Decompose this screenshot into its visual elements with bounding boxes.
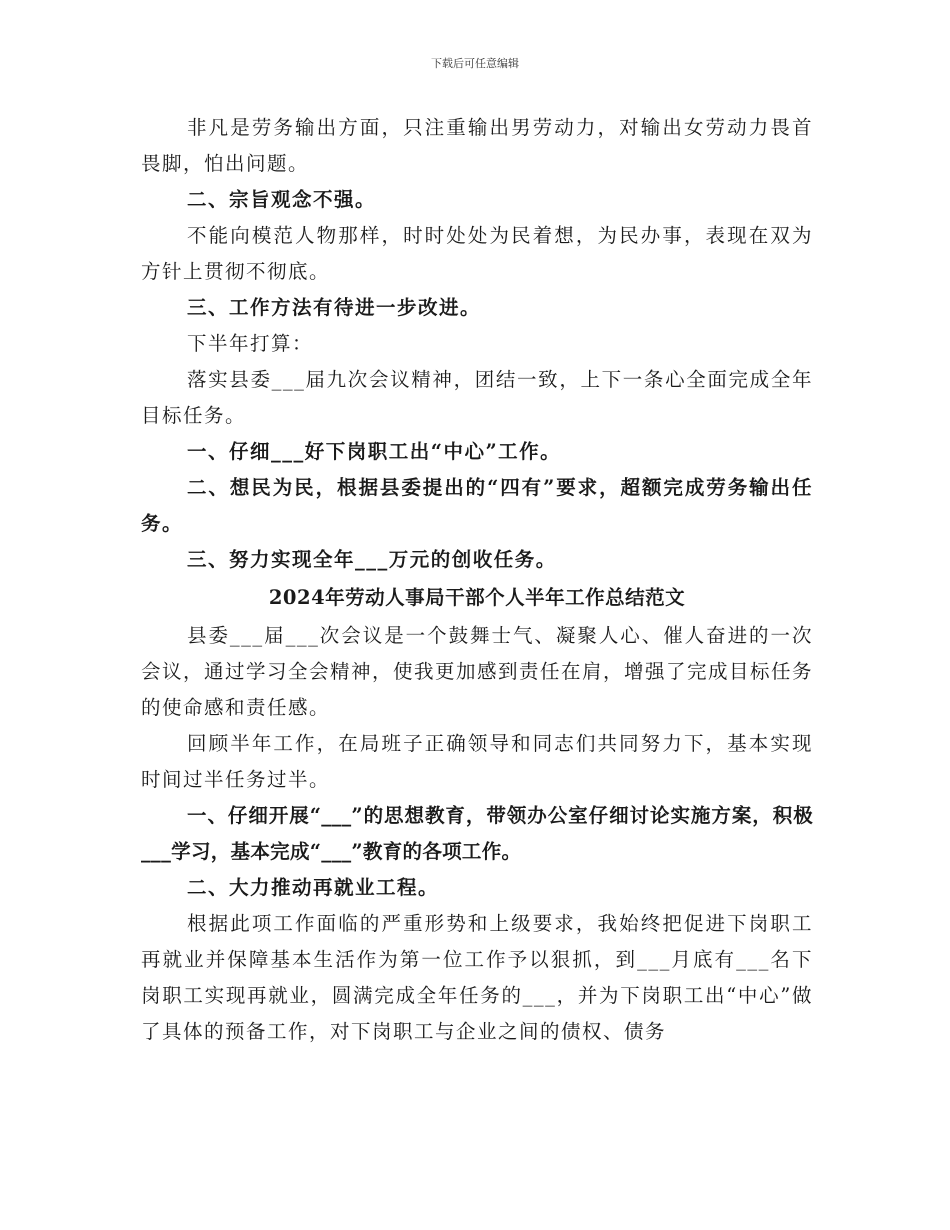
page-header: 下载后可任意编辑 xyxy=(431,57,519,70)
section-heading: 一、仔细开展“___”的思想教育，带领办公室仔细讨论实施方案，积极___学习，基本完成“___”教育的各项工作。 xyxy=(141,804,813,863)
paragraph: 下半年打算： xyxy=(187,332,314,355)
document-title: 2024年劳动人事局干部个人半年工作总结范文 xyxy=(268,586,686,609)
paragraph: 根据此项工作面临的严重形势和上级要求，我始终把促进下岗职工再就业并保障基本生活作为第一位工作予以狠抓，到___月底有___名下岗职工实现再就业，圆满完成全年任务的___，并为下岗职工出“中心”做了具体的预备工作，对下岗职工与企业之间的债权、债务 xyxy=(141,912,813,1043)
document-body xyxy=(141,110,813,1050)
section-heading: 一、仔细___好下岗职工出“中心”工作。 xyxy=(187,440,562,463)
paragraph: 不能向模范人物那样，时时处处为民着想，为民办事，表现在双为方针上贯彻不彻底。 xyxy=(141,224,813,283)
section-heading: 二、大力推动再就业工程。 xyxy=(187,876,440,899)
section-heading: 二、想民为民，根据县委提出的“四有”要求，超额完成劳务输出任务。 xyxy=(141,476,813,535)
section-heading: 三、工作方法有待进一步改进。 xyxy=(187,296,482,319)
paragraph: 落实县委___届九次会议精神，团结一致，上下一条心全面完成全年目标任务。 xyxy=(141,368,813,427)
section-heading: 三、努力实现全年___万元的创收任务。 xyxy=(187,548,557,571)
paragraph: 县委___届___次会议是一个鼓舞士气、凝聚人心、催人奋进的一次会议，通过学习全会精神，使我更加感到责任在肩，增强了完成目标任务的使命感和责任感。 xyxy=(141,624,814,719)
section-heading: 二、宗旨观念不强。 xyxy=(187,188,377,211)
paragraph: 回顾半年工作，在局班子正确领导和同志们共同努力下，基本实现时间过半任务过半。 xyxy=(141,732,813,791)
paragraph: 非凡是劳务输出方面，只注重输出男劳动力，对输出女劳动力畏首畏脚，怕出问题。 xyxy=(141,116,813,175)
